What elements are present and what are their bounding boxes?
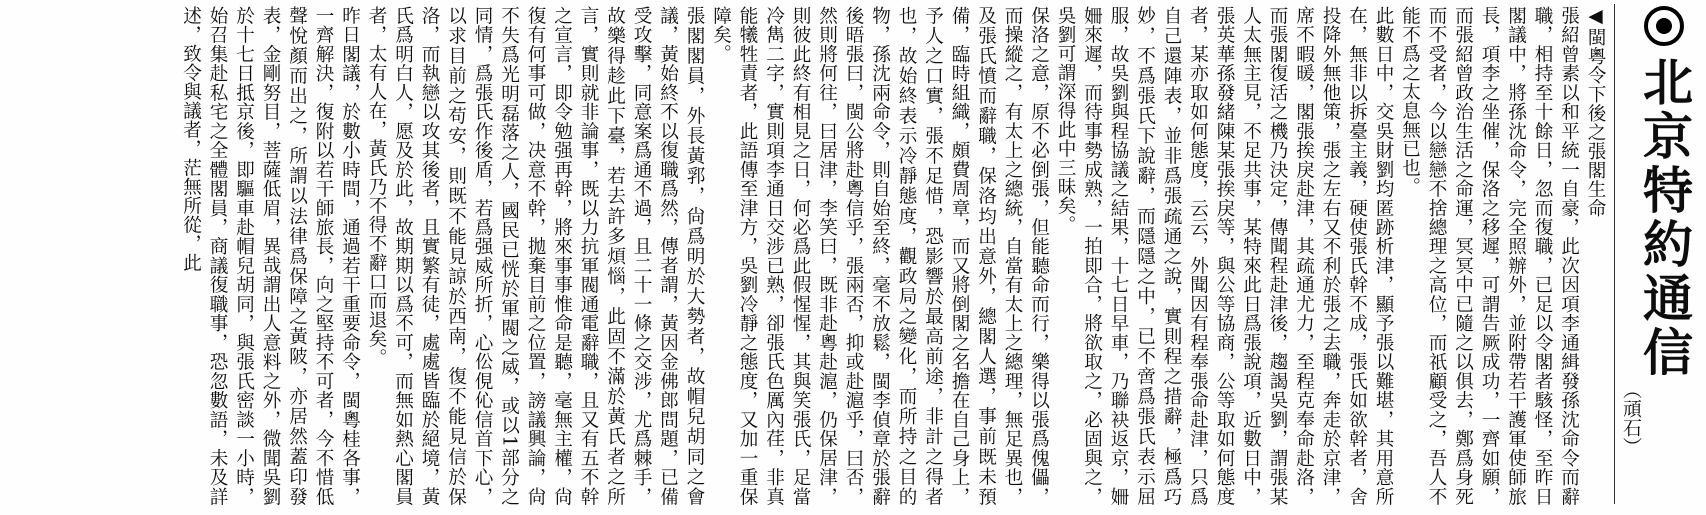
article-paragraph: 張紹曾素以和平統一自豪，此次因項李通緝發孫沈命令而辭職，相持至十餘日，忽而復職，已足以令閣者駭怪，至昨日閣議中，將孫沈命令，完全照辦外，並附帶若干護軍使師旅長，項李之坐催，保洛之移遲，可謂告厥成功，一齊如願，而張紹曾政治生活之命運，冥冥中已隨之以俱去，鄭爲身死而不受者，今以戀戀不捨總理之高位，而祇顧受之，吾人不能不爲之太息無已也。 [1399, 6, 1580, 506]
article-paragraph: 保洛之意，原不必倒張，但能聽命而行，樂得以張爲傀儡，而操縱之，有太上之總統，自當有太上之總理，無足異也，及張氏憤而辭職，保洛均出意外，總閣人選，事前既未預備，臨時組織，頗費周章，而又將倒閣之名擔在自己身上，予人之口實，張不足惜，恐影響於最高前途，非計之得者也，故始終表示冷靜態度，觀政局之變化，而所持之目的物，孫沈兩命令，則自始至終，毫不放鬆，閩李偵章於張辭後晤張曰，閩公將赴粵信乎，張兩否，抑或赴滬乎，曰否，然則將何往，曰居津，李笑曰，既非赴粵赴滬，仍保居津，則彼此終有相見之日，何必爲此假惺惺，其與笑張氏，足當冷雋二字，實則項李通日交涉已熟，卻張氏色厲內荏，非真能犧牲責者，此語傳至津方，吳劉冷靜之態度，又加一重保障矣。 [710, 6, 1050, 506]
article-paragraph: 張閣閣員，外長黃郛，尙爲明於大勢者，故帽兒胡同之會議，黃始終不以復職爲然，傳者謂，黃因金佛郎問題，已備受攻擊，同意案爲通不過，且二十一條之交涉，尤爲棘手，故樂得趁此下臺，若去許多煩惱，此固不滿於黃氏者之所言，實則就非論事，既以力抗軍閥通電辭職，且又有五不幹之宣言，即令勉强再幹，將來事事惟命是聽，毫無主權，尙復有何事可做，决意不幹，拋棄目前之位置，謗議興論，尙不失爲光明磊落之人，國民已恍於軍閥之威，或以1部分之同情，爲張氏作後盾，若爲强威所折，心伀俔伈信首下心，以求目前之苟安，則既不能見諒於西南，復不能見信於保洛，而執戀以攻其後者，且實繁有徒，處處皆臨於絕境，黃氏爲明白人，愿及於此，故期期以爲不可，而無如熱心閣員者，太有人在，黃氏乃不得不辭口而退矣。 [366, 6, 705, 506]
article-paragraph: 此數日中，交吳財劉均匿跡析津，顯予張以難堪，其用意所在，無非以拆臺主義，硬使張氏幹不成，張氏如欲幹者，舍投降外無他策，張之左右又不利於張之去職，奔走於京津，席不暇暖，閣張挨戾赴津，其疏通尤力，至程克奉命赴洛，而張閣復活之機乃決定，傳聞程赴津後，趨謁吳劉，謂張某人太無主見，不足共事，某特來此日爲張說項，近數日中，張英華孫發緒陳某張挨戾等，與公等協商，公等取如何態度者，某亦取如何態度，云云，外聞因有程奉張命赴津，只爲自己還陣表，並非爲張疏通之說，實則程之措辭，極爲巧妙，不爲張氏下說辭，而隱隱之中，已不啻爲張氏表示屈服，故吳劉與程協議之結果，十七日早車，乃聯袂返京，姍姍來遲，而待事勢成熟，一拍即合，將欲取之，必固與之，吳劉可謂深得此中三昧矣。 [1055, 6, 1394, 506]
page-title: 北京特約通信 [1635, 56, 1693, 380]
article-body [8, 6, 1608, 506]
byline: （頑石） [1620, 380, 1642, 456]
article-subheading: ◀閩粵令下後之張閣生命 [1585, 6, 1606, 218]
bullseye-icon [1644, 6, 1684, 46]
article-paragraph: 昨日閣議，於數小時間，通過若干重要命令，閩粵桂各事，一齊解決，復附以若干師旅長，向之堅持不可者，今不惜低聲悅顏而出之，所謂以法律爲保障之黃陂，亦居然蓋印發表，金剛努目，菩薩低眉，異哉謂出人意料之外，微聞吳劉於十七日抵京後，即驅車赴帽兒胡同，與張氏密談一小時，始召集赴私宅之全體閣員，商議復職事，恐忽數語，未及詳述，致令與議者，茫無所從，此 [180, 6, 361, 506]
column-header [1620, 0, 1706, 515]
column-divider [1614, 4, 1615, 504]
